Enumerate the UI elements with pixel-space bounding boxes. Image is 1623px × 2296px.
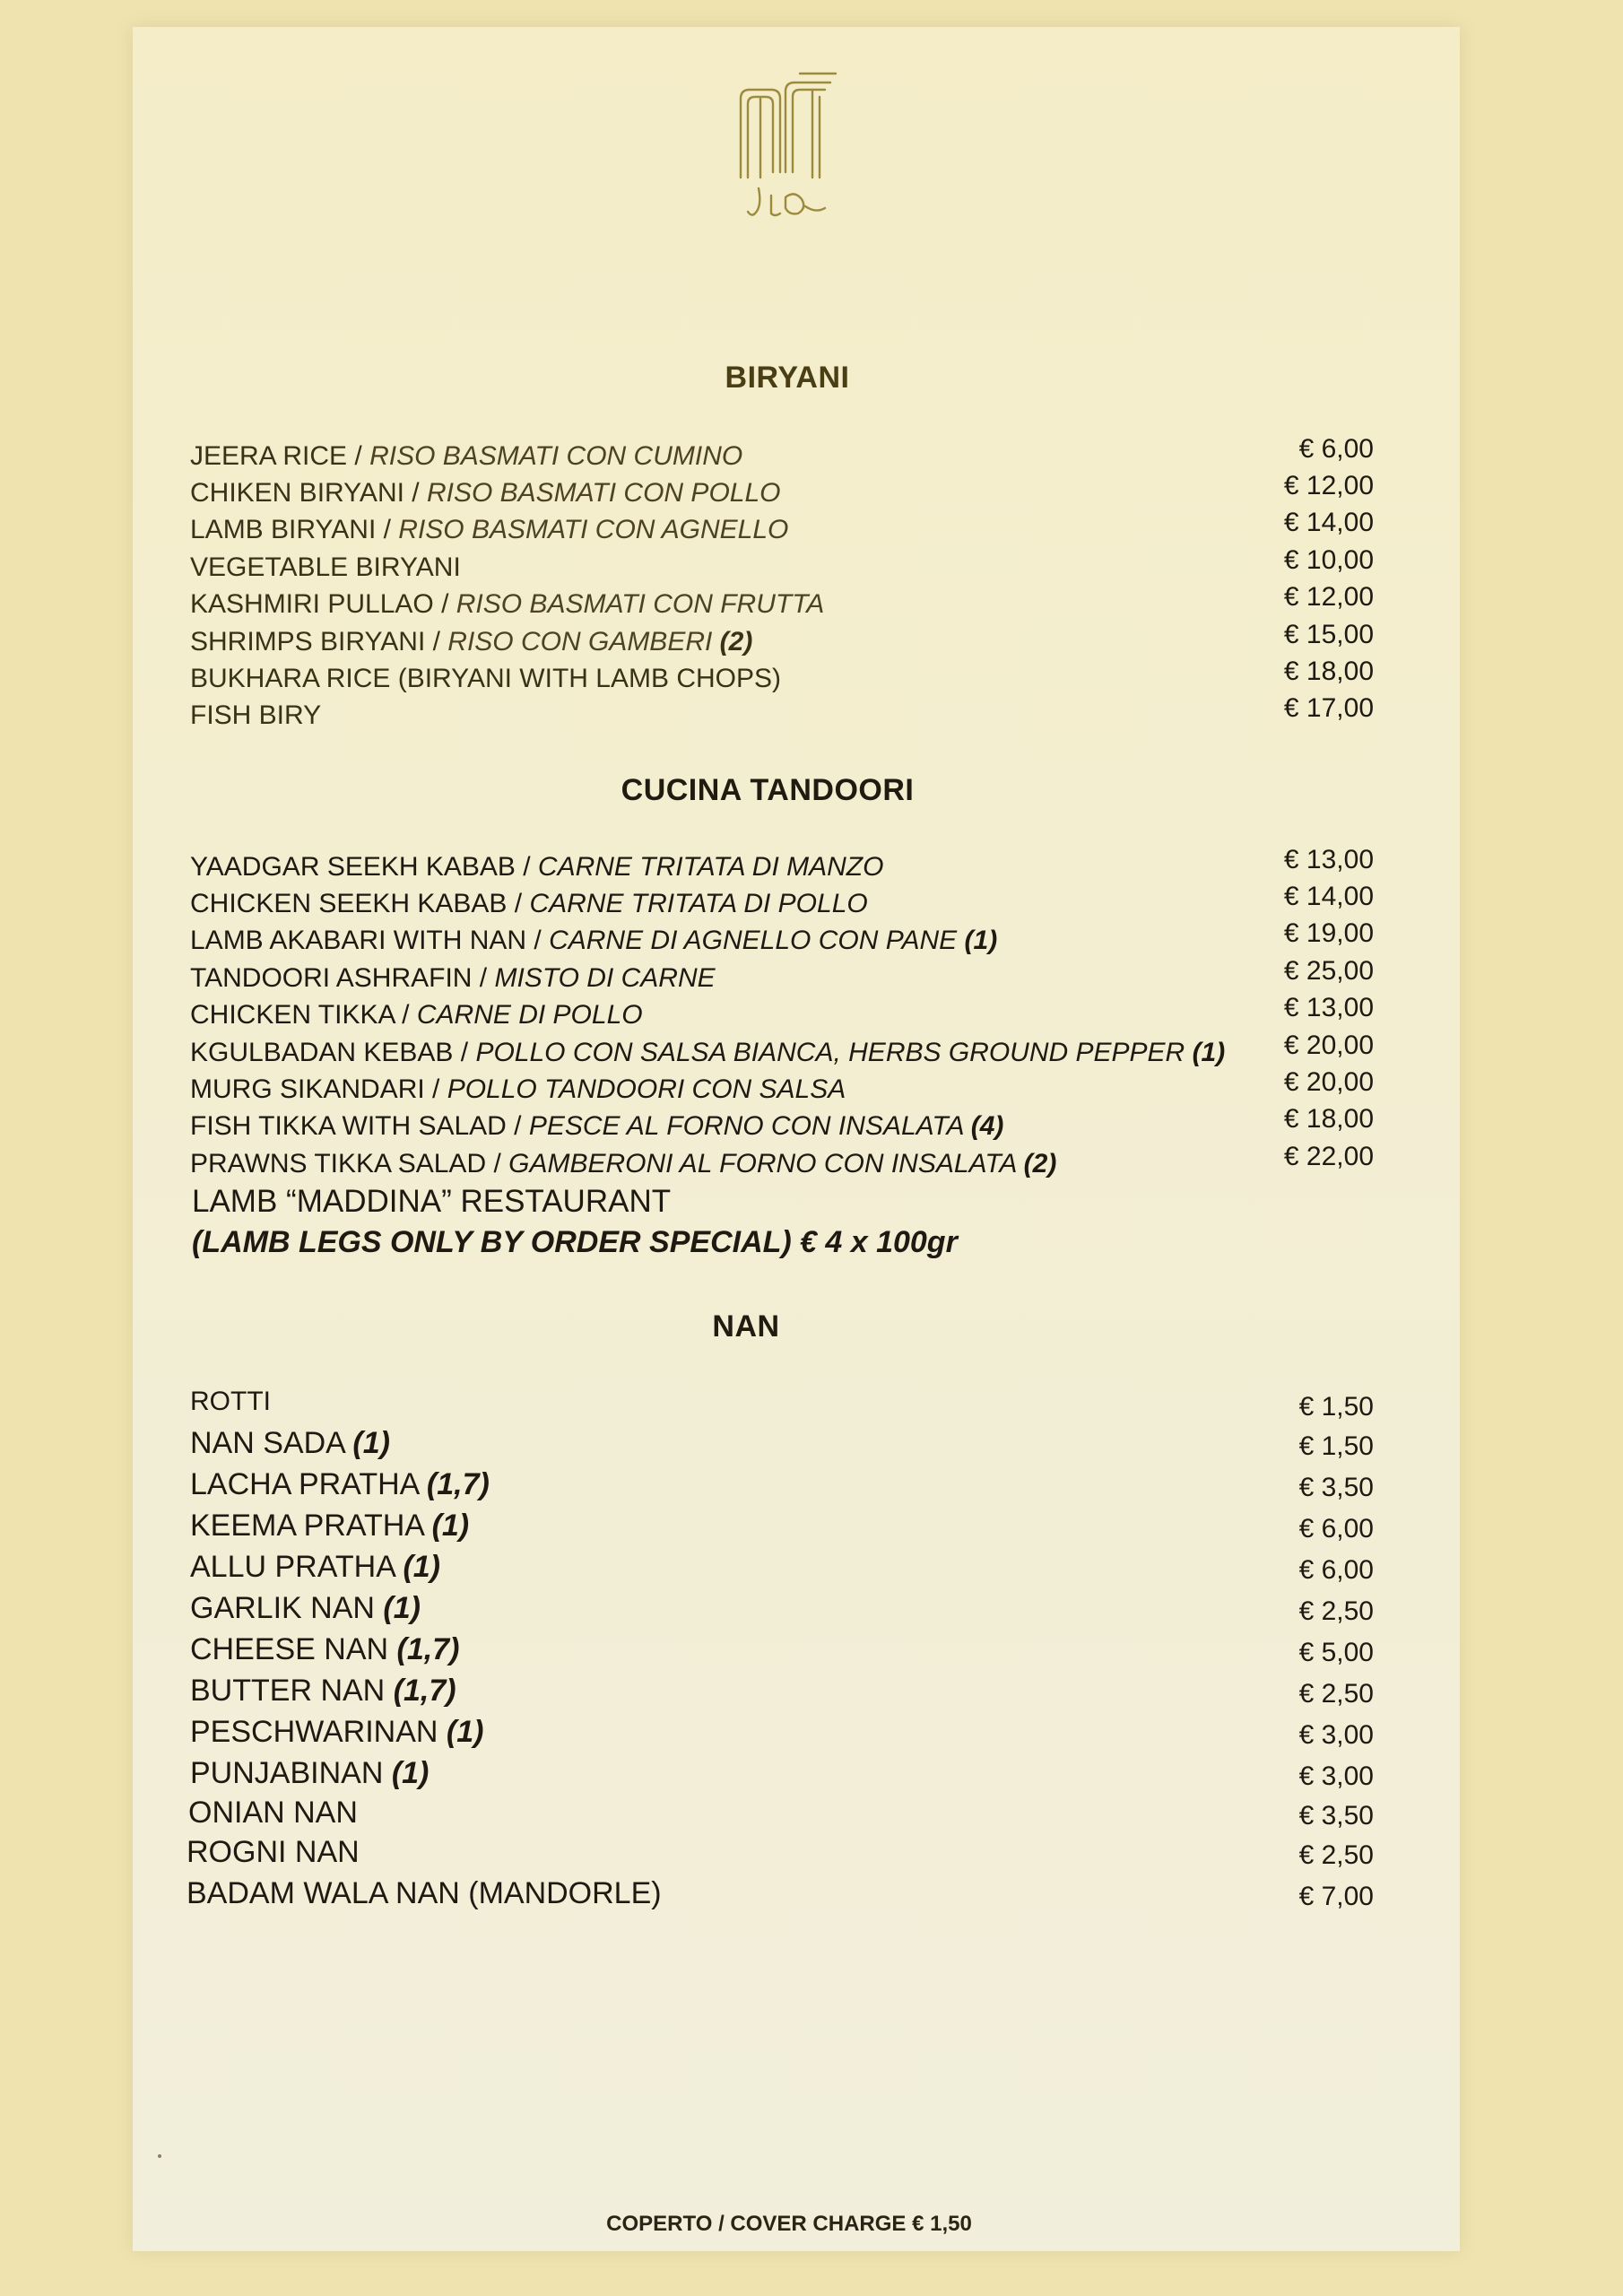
item-italian: RISO BASMATI CON AGNELLO	[398, 515, 789, 544]
menu-item	[190, 1550, 1374, 1587]
item-italian: PESCE AL FORNO CON INSALATA	[528, 1111, 971, 1141]
item-name: FISH TIKKA WITH SALAD /	[190, 1111, 529, 1141]
item-price: € 13,00	[1283, 845, 1374, 874]
menu-item	[190, 1632, 1374, 1670]
item-price: € 20,00	[1283, 1067, 1374, 1097]
menu-item	[190, 1756, 1374, 1794]
section-title-biryani: BIRYANI	[725, 361, 850, 395]
item-price: € 6,00	[1298, 434, 1374, 464]
menu-item	[190, 620, 1374, 665]
item-name: YAADGAR SEEKH KABAB /	[190, 852, 538, 882]
item-name: CHICKEN SEEKH KABAB /	[190, 889, 530, 918]
item-name: ROGNI NAN	[187, 1835, 360, 1869]
menu-item	[190, 845, 1374, 890]
item-name: MURG SIKANDARI /	[190, 1074, 447, 1104]
item-italian: RISO CON GAMBERI	[447, 627, 720, 657]
item-allergens: (4)	[970, 1111, 1004, 1141]
item-allergens: (2)	[1023, 1149, 1057, 1178]
item-italian: CARNE DI AGNELLO CON PANE	[549, 926, 965, 955]
item-italian: CARNE DI POLLO	[416, 1000, 643, 1030]
item-italian: POLLO CON SALSA BIANCA, HERBS GROUND PEPPER	[475, 1038, 1193, 1067]
item-name: KASHMIRI PULLAO /	[190, 589, 456, 619]
paper-speck	[158, 2154, 161, 2158]
menu-item	[190, 1067, 1374, 1112]
item-price: € 2,50	[1298, 1596, 1374, 1626]
item-allergens: (1)	[431, 1509, 470, 1543]
item-name: LAMB BIRYANI /	[190, 515, 399, 544]
item-name: FISH BIRY	[190, 700, 322, 730]
menu-item	[190, 1674, 1374, 1711]
item-price: € 1,50	[1298, 1392, 1374, 1422]
menu-item	[187, 1876, 1374, 1914]
item-price: € 2,50	[1298, 1679, 1374, 1709]
item-name: KEEMA PRATHA	[190, 1509, 432, 1543]
cover-charge-note: COPERTO / COVER CHARGE € 1,50	[606, 2212, 972, 2236]
menu-item	[190, 1715, 1374, 1752]
menu-item	[187, 1835, 1374, 1873]
item-price: € 12,00	[1283, 471, 1374, 500]
item-name: VEGETABLE BIRYANI	[190, 552, 461, 582]
item-name: NAN SADA	[190, 1426, 353, 1460]
item-price: € 1,50	[1298, 1431, 1374, 1461]
menu-item	[190, 1031, 1374, 1075]
menu-item	[190, 1104, 1374, 1149]
special-item-price: € 4 x 100gr	[800, 1225, 958, 1259]
item-italian: RISO BASMATI CON FRUTTA	[456, 589, 825, 619]
item-price: € 3,00	[1298, 1761, 1374, 1791]
item-allergens: (1)	[446, 1715, 484, 1749]
restaurant-logo	[735, 72, 841, 224]
item-name: PRAWNS TIKKA SALAD /	[190, 1149, 509, 1178]
item-price: € 18,00	[1283, 657, 1374, 686]
item-price: € 12,00	[1283, 582, 1374, 612]
special-item-note: (LAMB LEGS ONLY BY ORDER SPECIAL)	[192, 1225, 792, 1259]
menu-item	[190, 882, 1374, 926]
item-price: € 6,00	[1298, 1514, 1374, 1544]
item-name: JEERA RICE /	[190, 441, 370, 471]
item-name: BUKHARA RICE (BIRYANI WITH LAMB CHOPS)	[190, 664, 781, 693]
item-price: € 19,00	[1283, 918, 1374, 948]
item-price: € 6,00	[1298, 1555, 1374, 1585]
item-name: LAMB AKABARI WITH NAN /	[190, 926, 550, 955]
item-allergens: (1)	[352, 1426, 390, 1460]
menu-item	[190, 1467, 1374, 1505]
item-allergens: (1)	[1192, 1038, 1226, 1067]
item-italian: RISO BASMATI CON CUMINO	[369, 441, 743, 471]
item-price: € 3,50	[1298, 1801, 1374, 1831]
item-price: € 7,00	[1298, 1882, 1374, 1911]
item-italian: CARNE TRITATA DI MANZO	[537, 852, 884, 882]
menu-item	[190, 1387, 1374, 1424]
item-name: SHRIMPS BIRYANI /	[190, 627, 448, 657]
menu-item	[190, 582, 1374, 627]
item-name: LACHA PRATHA	[190, 1467, 427, 1501]
item-price: € 5,00	[1298, 1638, 1374, 1667]
item-price: € 18,00	[1283, 1104, 1374, 1134]
item-name: CHICKEN TIKKA /	[190, 1000, 417, 1030]
item-allergens: (1,7)	[396, 1632, 460, 1666]
item-price: € 20,00	[1283, 1031, 1374, 1060]
item-price: € 14,00	[1283, 882, 1374, 911]
item-name: TANDOORI ASHRAFIN /	[190, 963, 495, 993]
item-italian: GAMBERONI AL FORNO CON INSALATA	[508, 1149, 1024, 1178]
special-item-name: LAMB “MADDINA” RESTAURANT	[192, 1184, 672, 1219]
item-italian: CARNE TRITATA DI POLLO	[529, 889, 868, 918]
item-allergens: (1,7)	[393, 1674, 456, 1708]
item-name: BADAM WALA NAN (MANDORLE)	[187, 1876, 662, 1910]
menu-item	[190, 1426, 1374, 1464]
menu-item	[190, 956, 1374, 1001]
item-name: KGULBADAN KEBAB /	[190, 1038, 476, 1067]
item-allergens: (1)	[403, 1550, 441, 1584]
item-price: € 22,00	[1283, 1142, 1374, 1171]
item-allergens: (2)	[719, 627, 753, 657]
item-name: ONIAN NAN	[188, 1796, 358, 1830]
item-name: ALLU PRATHA	[190, 1550, 404, 1584]
item-price: € 2,50	[1298, 1840, 1374, 1870]
section-title-nan: NAN	[712, 1309, 780, 1344]
section-title-tandoori: CUCINA TANDOORI	[621, 773, 915, 807]
menu-item	[190, 1509, 1374, 1546]
item-italian: POLLO TANDOORI CON SALSA	[447, 1074, 846, 1104]
item-name: CHEESE NAN	[190, 1632, 397, 1666]
item-italian: RISO BASMATI CON POLLO	[426, 478, 781, 508]
item-price: € 17,00	[1283, 693, 1374, 723]
item-price: € 14,00	[1283, 508, 1374, 537]
item-price: € 10,00	[1283, 545, 1374, 575]
menu-item	[190, 693, 1374, 738]
menu-item	[190, 1142, 1374, 1187]
menu-item	[190, 434, 1374, 479]
item-allergens: (1)	[391, 1756, 430, 1790]
menu-item	[190, 471, 1374, 516]
item-price: € 25,00	[1283, 956, 1374, 986]
menu-item	[190, 657, 1374, 701]
item-name: CHIKEN BIRYANI /	[190, 478, 427, 508]
item-price: € 13,00	[1283, 993, 1374, 1022]
item-price: € 3,50	[1298, 1473, 1374, 1502]
item-price: € 15,00	[1283, 620, 1374, 649]
menu-item	[190, 918, 1374, 963]
menu-item	[190, 993, 1374, 1038]
item-name: BUTTER NAN	[190, 1674, 394, 1708]
item-allergens: (1,7)	[426, 1467, 490, 1501]
item-price: € 3,00	[1298, 1720, 1374, 1750]
menu-item	[190, 1591, 1374, 1629]
menu-item	[190, 508, 1374, 552]
menu-item	[188, 1796, 1372, 1833]
item-allergens: (1)	[964, 926, 998, 955]
menu-item	[190, 545, 1374, 590]
item-allergens: (1)	[383, 1591, 421, 1625]
item-name: GARLIK NAN	[190, 1591, 384, 1625]
item-name: ROTTI	[190, 1387, 271, 1416]
item-italian: MISTO DI CARNE	[494, 963, 716, 993]
item-name: PUNJABINAN	[190, 1756, 392, 1790]
item-name: PESCHWARINAN	[190, 1715, 447, 1749]
